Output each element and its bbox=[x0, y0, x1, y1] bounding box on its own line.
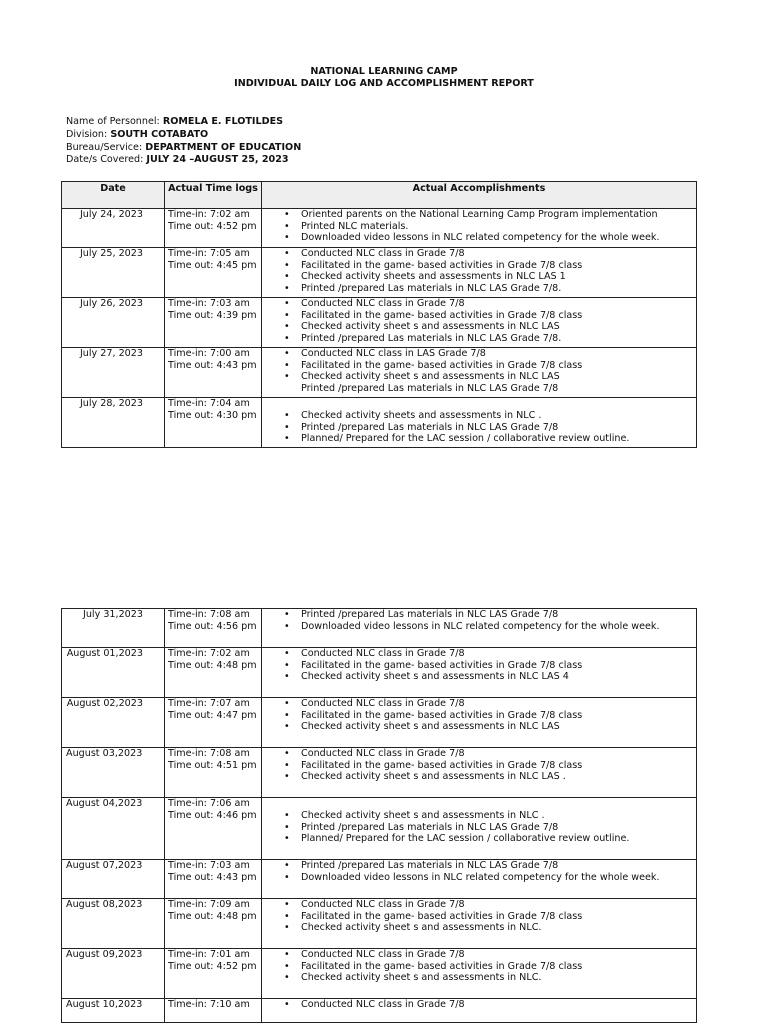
name-label: Name of Personnel: bbox=[66, 116, 160, 127]
column-header-accomplishments: Actual Accomplishments bbox=[262, 182, 697, 209]
time-out: Time out: 4:43 pm bbox=[168, 871, 257, 883]
table-row bbox=[62, 999, 697, 1023]
row-time-logs bbox=[165, 798, 262, 860]
accomplishment-item: • Planned/ Prepared for the LAC session / collaborative review outline. bbox=[265, 433, 693, 445]
accomplishment-item: • Facilitated in the game- based activities in Grade 7/8 class bbox=[265, 760, 693, 772]
table-row bbox=[62, 949, 697, 999]
accomplishment-item: • Printed /prepared Las materials in NLC LAS Grade 7/8. bbox=[265, 333, 693, 345]
time-in: Time-in: 7:04 am bbox=[168, 398, 250, 409]
row-time-logs bbox=[165, 949, 262, 999]
accomplishment-item: • Checked activity sheet s and assessments in NLC LAS 4 bbox=[265, 671, 693, 683]
row-date: August 08,2023 bbox=[62, 899, 165, 949]
time-out: Time out: 4:43 pm bbox=[168, 359, 257, 371]
division-label: Division: bbox=[66, 128, 108, 140]
row-accomplishments bbox=[262, 860, 697, 899]
time-in: Time-in: 7:00 am bbox=[168, 348, 250, 359]
time-in: Time-in: 7:08 am bbox=[168, 609, 250, 620]
accomplishment-list bbox=[265, 298, 693, 344]
accomplishment-item: • Facilitated in the game- based activities in Grade 7/8 class bbox=[265, 310, 693, 322]
table-row bbox=[62, 648, 697, 698]
accomplishment-item: • Conducted NLC class in Grade 7/8 bbox=[265, 648, 693, 660]
division-value: SOUTH COTABATO bbox=[110, 128, 209, 140]
accomplishment-item: • Conducted NLC class in Grade 7/8 bbox=[265, 999, 693, 1011]
time-in: Time-in: 7:06 am bbox=[168, 798, 250, 809]
accomplishment-list bbox=[265, 698, 693, 733]
table-row bbox=[62, 298, 697, 348]
accomplishment-item: • Checked activity sheet s and assessments in NLC LAS bbox=[265, 321, 693, 333]
row-date: August 02,2023 bbox=[62, 698, 165, 748]
accomplishment-list bbox=[265, 748, 693, 783]
time-in: Time-in: 7:07 am bbox=[168, 698, 250, 709]
row-accomplishments bbox=[262, 949, 697, 999]
table-row bbox=[62, 609, 697, 648]
accomplishment-item: • Downloaded video lessons in NLC related competency for the whole week. bbox=[265, 872, 693, 884]
accomplishment-list bbox=[265, 798, 693, 845]
row-time-logs bbox=[165, 999, 262, 1023]
row-accomplishments bbox=[262, 209, 697, 248]
time-in: Time-in: 7:03 am bbox=[168, 298, 250, 309]
row-time-logs bbox=[165, 648, 262, 698]
bureau-line bbox=[66, 142, 301, 155]
accomplishment-item: Printed /prepared Las materials in NLC LAS Grade 7/8 bbox=[301, 382, 559, 394]
row-accomplishments bbox=[262, 609, 697, 648]
accomplishment-item: • Facilitated in the game- based activities in Grade 7/8 class bbox=[265, 911, 693, 923]
time-in: Time-in: 7:02 am bbox=[168, 648, 250, 659]
accomplishment-item: • Facilitated in the game- based activities in Grade 7/8 class bbox=[265, 961, 693, 973]
row-accomplishments bbox=[262, 298, 697, 348]
accomplishment-item: • Facilitated in the game- based activities in Grade 7/8 class bbox=[265, 260, 693, 272]
accomplishment-item: • Checked activity sheet s and assessments in NLC. bbox=[265, 922, 693, 934]
row-time-logs bbox=[165, 209, 262, 248]
accomplishment-item: • Oriented parents on the National Learning Camp Program implementation bbox=[265, 209, 693, 221]
accomplishment-item: • Downloaded video lessons in NLC related competency for the whole week. bbox=[265, 621, 693, 633]
row-accomplishments bbox=[262, 798, 697, 860]
row-time-logs bbox=[165, 248, 262, 298]
accomplishment-item: • Downloaded video lessons in NLC related competency for the whole week. bbox=[265, 232, 693, 244]
table-row bbox=[62, 798, 697, 860]
table-row bbox=[62, 348, 697, 398]
row-accomplishments bbox=[262, 248, 697, 298]
row-date: August 10,2023 bbox=[62, 999, 165, 1023]
accomplishment-item: • Printed /prepared Las materials in NLC LAS Grade 7/8 bbox=[265, 609, 693, 621]
time-in: Time-in: 7:05 am bbox=[168, 248, 250, 259]
accomplishment-item: • Checked activity sheet s and assessments in NLC LAS bbox=[265, 371, 693, 383]
accomplishment-item: • Conducted NLC class in LAS Grade 7/8 bbox=[265, 348, 693, 360]
accomplishment-list bbox=[265, 609, 693, 632]
name-line bbox=[66, 116, 301, 129]
row-time-logs bbox=[165, 860, 262, 899]
accomplishment-item: • Checked activity sheets and assessments in NLC LAS 1 bbox=[265, 271, 693, 283]
dates-label: Date/s Covered: bbox=[66, 154, 144, 166]
row-time-logs bbox=[165, 348, 262, 398]
time-in: Time-in: 7:01 am bbox=[168, 949, 250, 960]
column-header-time: Actual Time logs bbox=[165, 182, 262, 209]
accomplishment-item: • Checked activity sheets and assessments in NLC . bbox=[265, 410, 693, 422]
accomplishment-item: • Printed NLC materials. bbox=[265, 221, 693, 233]
log-table-week2 bbox=[61, 608, 697, 1023]
time-in: Time-in: 7:09 am bbox=[168, 899, 250, 910]
time-in: Time-in: 7:08 am bbox=[168, 748, 250, 759]
row-time-logs bbox=[165, 398, 262, 448]
personnel-info bbox=[66, 116, 301, 167]
time-out: Time out: 4:52 pm bbox=[168, 220, 257, 232]
log-table-week1 bbox=[61, 181, 697, 448]
accomplishment-item: • Printed /prepared Las materials in NLC LAS Grade 7/8 bbox=[265, 422, 693, 434]
accomplishment-item: • Checked activity sheet s and assessments in NLC LAS . bbox=[265, 771, 693, 783]
accomplishment-list bbox=[265, 648, 693, 683]
time-in: Time-in: 7:03 am bbox=[168, 860, 250, 871]
accomplishment-item: • Printed /prepared Las materials in NLC LAS Grade 7/8. bbox=[265, 283, 693, 295]
accomplishment-list bbox=[265, 398, 693, 445]
row-date: August 07,2023 bbox=[62, 860, 165, 899]
time-in: Time-in: 7:02 am bbox=[168, 209, 250, 220]
dates-value: JULY 24 –AUGUST 25, 2023 bbox=[146, 154, 289, 166]
accomplishment-list bbox=[265, 860, 693, 883]
row-accomplishments bbox=[262, 348, 697, 398]
time-out: Time out: 4:51 pm bbox=[168, 759, 257, 771]
table-row bbox=[62, 209, 697, 248]
time-out: Time out: 4:52 pm bbox=[168, 960, 257, 972]
table-row bbox=[62, 899, 697, 949]
bureau-value: DEPARTMENT OF EDUCATION bbox=[145, 141, 302, 153]
row-date: July 24, 2023 bbox=[62, 209, 165, 248]
table-row bbox=[62, 860, 697, 899]
division-line bbox=[66, 129, 301, 142]
accomplishment-item: • Checked activity sheet s and assessments in NLC. bbox=[265, 972, 693, 984]
row-date: August 01,2023 bbox=[62, 648, 165, 698]
table-header-row bbox=[62, 182, 697, 209]
time-out: Time out: 4:39 pm bbox=[168, 309, 257, 321]
row-date: August 09,2023 bbox=[62, 949, 165, 999]
time-out: Time out: 4:56 pm bbox=[168, 620, 257, 632]
time-in: Time-in: 7:10 am bbox=[168, 999, 250, 1010]
accomplishment-list bbox=[265, 949, 693, 984]
time-out: Time out: 4:48 pm bbox=[168, 910, 257, 922]
accomplishment-list bbox=[265, 248, 693, 294]
row-date: July 31,2023 bbox=[62, 609, 165, 648]
row-accomplishments bbox=[262, 398, 697, 448]
time-out: Time out: 4:30 pm bbox=[168, 409, 257, 421]
table-row bbox=[62, 748, 697, 798]
dates-line bbox=[66, 154, 301, 167]
column-header-date: Date bbox=[62, 182, 165, 209]
row-date: July 25, 2023 bbox=[62, 248, 165, 298]
table-row bbox=[62, 248, 697, 298]
accomplishment-item: • Conducted NLC class in Grade 7/8 bbox=[265, 298, 693, 310]
accomplishment-list bbox=[265, 899, 693, 934]
accomplishment-item: • Conducted NLC class in Grade 7/8 bbox=[265, 748, 693, 760]
accomplishment-item: • Checked activity sheet s and assessments in NLC . bbox=[265, 810, 693, 822]
table-row bbox=[62, 698, 697, 748]
row-date: August 04,2023 bbox=[62, 798, 165, 860]
accomplishment-list bbox=[265, 209, 693, 244]
accomplishment-list bbox=[265, 999, 693, 1011]
accomplishment-item: • Facilitated in the game- based activities in Grade 7/8 class bbox=[265, 660, 693, 672]
name-value: ROMELA E. FLOTILDES bbox=[162, 116, 284, 127]
time-out: Time out: 4:48 pm bbox=[168, 659, 257, 671]
row-date: July 27, 2023 bbox=[62, 348, 165, 398]
row-time-logs bbox=[165, 899, 262, 949]
row-date: July 26, 2023 bbox=[62, 298, 165, 348]
accomplishment-item: • Conducted NLC class in Grade 7/8 bbox=[265, 899, 693, 911]
row-date: July 28, 2023 bbox=[62, 398, 165, 448]
accomplishment-item: • Facilitated in the game- based activities in Grade 7/8 class bbox=[265, 360, 693, 372]
row-date: August 03,2023 bbox=[62, 748, 165, 798]
time-out: Time out: 4:47 pm bbox=[168, 709, 257, 721]
row-accomplishments bbox=[262, 899, 697, 949]
accomplishment-item: • Printed /prepared Las materials in NLC LAS Grade 7/8 bbox=[265, 860, 693, 872]
row-time-logs bbox=[165, 748, 262, 798]
row-accomplishments bbox=[262, 999, 697, 1023]
accomplishment-item: • Checked activity sheet s and assessments in NLC LAS bbox=[265, 721, 693, 733]
time-out: Time out: 4:45 pm bbox=[168, 259, 257, 271]
table-row bbox=[62, 398, 697, 448]
accomplishment-item: • Conducted NLC class in Grade 7/8 bbox=[265, 248, 693, 260]
accomplishment-item: • Planned/ Prepared for the LAC session / collaborative review outline. bbox=[265, 833, 693, 845]
accomplishment-list bbox=[265, 348, 693, 394]
bureau-label: Bureau/Service: bbox=[66, 141, 143, 153]
row-time-logs bbox=[165, 609, 262, 648]
accomplishment-item: • Conducted NLC class in Grade 7/8 bbox=[265, 949, 693, 961]
row-time-logs bbox=[165, 698, 262, 748]
accomplishment-item: • Facilitated in the game- based activities in Grade 7/8 class bbox=[265, 710, 693, 722]
report-subtitle: INDIVIDUAL DAILY LOG AND ACCOMPLISHMENT REPORT bbox=[234, 78, 534, 89]
row-accomplishments bbox=[262, 648, 697, 698]
row-accomplishments bbox=[262, 748, 697, 798]
report-title: NATIONAL LEARNING CAMP bbox=[310, 66, 458, 77]
row-accomplishments bbox=[262, 698, 697, 748]
time-out: Time out: 4:46 pm bbox=[168, 809, 257, 821]
row-time-logs bbox=[165, 298, 262, 348]
accomplishment-item: • Printed /prepared Las materials in NLC LAS Grade 7/8 bbox=[265, 822, 693, 834]
accomplishment-item: • Conducted NLC class in Grade 7/8 bbox=[265, 698, 693, 710]
